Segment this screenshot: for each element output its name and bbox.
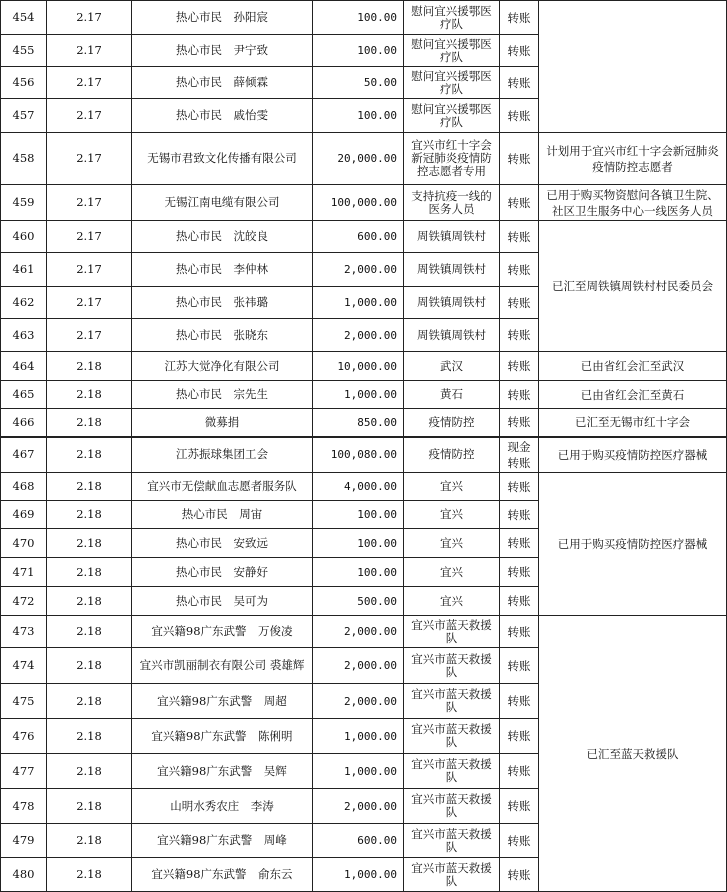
- row-amount: 600.00: [313, 221, 404, 253]
- row-date: 2.17: [47, 319, 132, 352]
- row-method: 转账: [500, 587, 539, 616]
- row-number: 468: [1, 473, 47, 501]
- row-method: 转账: [500, 616, 539, 648]
- row-date: 2.18: [47, 587, 132, 616]
- row-note: 已汇至无锡市红十字会: [539, 409, 727, 437]
- row-donor: 热心市民 张祎璐: [132, 287, 313, 319]
- row-method: 转账: [500, 529, 539, 558]
- row-amount: 1,000.00: [313, 719, 404, 754]
- row-number: 470: [1, 529, 47, 558]
- row-amount: 2,000.00: [313, 616, 404, 648]
- row-number: 464: [1, 352, 47, 381]
- row-amount: 100.00: [313, 1, 404, 35]
- row-amount: 1,000.00: [313, 287, 404, 319]
- row-purpose: 支持抗疫一线的医务人员: [404, 185, 500, 221]
- row-amount: 1,000.00: [313, 858, 404, 892]
- row-method: 转账: [500, 409, 539, 437]
- row-purpose: 宜兴: [404, 587, 500, 616]
- row-donor: 宜兴市凯丽制衣有限公司 裘雄辉: [132, 648, 313, 684]
- row-date: 2.17: [47, 253, 132, 287]
- row-method: 转账: [500, 473, 539, 501]
- row-note: 已用于购买疫情防控医疗器械: [539, 437, 727, 473]
- table-row: [1, 437, 727, 473]
- row-amount: 4,000.00: [313, 473, 404, 501]
- row-method: 转账: [500, 287, 539, 319]
- row-purpose: 宜兴市蓝天救援队: [404, 616, 500, 648]
- row-note: 已用于购买疫情防控医疗器械: [539, 473, 727, 616]
- row-amount: 50.00: [313, 67, 404, 99]
- row-note-empty: [539, 1, 727, 133]
- row-amount: 500.00: [313, 587, 404, 616]
- row-purpose: 宜兴市蓝天救援队: [404, 858, 500, 892]
- row-purpose: 疫情防控: [404, 409, 500, 437]
- row-note: 计划用于宜兴市红十字会新冠肺炎疫情防控志愿者: [539, 133, 727, 185]
- row-amount: 100.00: [313, 558, 404, 587]
- row-number: 462: [1, 287, 47, 319]
- row-amount: 1,000.00: [313, 754, 404, 789]
- row-method: 转账: [500, 99, 539, 133]
- row-number: 463: [1, 319, 47, 352]
- row-purpose: 宜兴: [404, 501, 500, 529]
- row-donor: 宜兴籍98广东武警 万俊凌: [132, 616, 313, 648]
- row-donor: 宜兴籍98广东武警 陈俐明: [132, 719, 313, 754]
- row-note: 已由省红会汇至黄石: [539, 381, 727, 409]
- row-date: 2.17: [47, 67, 132, 99]
- row-donor: 宜兴籍98广东武警 吴辉: [132, 754, 313, 789]
- row-method: 转账: [500, 719, 539, 754]
- row-number: 460: [1, 221, 47, 253]
- row-number: 454: [1, 1, 47, 35]
- row-donor: 热心市民 张晓东: [132, 319, 313, 352]
- table-row: [1, 352, 727, 381]
- row-donor: 江苏大觉净化有限公司: [132, 352, 313, 381]
- row-purpose: 宜兴市蓝天救援队: [404, 754, 500, 789]
- row-purpose: 周铁镇周铁村: [404, 287, 500, 319]
- row-method: 转账: [500, 858, 539, 892]
- row-purpose: 疫情防控: [404, 437, 500, 473]
- table-row: [1, 1, 727, 35]
- row-method: 现金转账: [500, 437, 539, 473]
- row-amount: 100,000.00: [313, 185, 404, 221]
- row-date: 2.17: [47, 287, 132, 319]
- row-date: 2.18: [47, 501, 132, 529]
- row-date: 2.18: [47, 824, 132, 858]
- row-method: 转账: [500, 352, 539, 381]
- row-method: 转账: [500, 501, 539, 529]
- row-date: 2.18: [47, 352, 132, 381]
- row-amount: 2,000.00: [313, 319, 404, 352]
- row-date: 2.17: [47, 1, 132, 35]
- row-purpose: 周铁镇周铁村: [404, 253, 500, 287]
- row-method: 转账: [500, 185, 539, 221]
- row-date: 2.18: [47, 381, 132, 409]
- row-method: 转账: [500, 648, 539, 684]
- row-purpose: 宜兴市蓝天救援队: [404, 648, 500, 684]
- row-number: 472: [1, 587, 47, 616]
- row-note: 已用于购买物资慰问各镇卫生院、社区卫生服务中心一线医务人员: [539, 185, 727, 221]
- row-date: 2.18: [47, 648, 132, 684]
- row-amount: 1,000.00: [313, 381, 404, 409]
- row-number: 474: [1, 648, 47, 684]
- row-purpose: 慰问宜兴援鄂医疗队: [404, 35, 500, 67]
- row-note: 已汇至蓝天救援队: [539, 616, 727, 892]
- row-amount: 10,000.00: [313, 352, 404, 381]
- row-donor: 宜兴籍98广东武警 周超: [132, 684, 313, 719]
- row-note: 已由省红会汇至武汉: [539, 352, 727, 381]
- row-purpose: 宜兴市蓝天救援队: [404, 789, 500, 824]
- row-amount: 2,000.00: [313, 684, 404, 719]
- row-method: 转账: [500, 1, 539, 35]
- row-number: 478: [1, 789, 47, 824]
- row-number: 459: [1, 185, 47, 221]
- row-date: 2.17: [47, 185, 132, 221]
- row-donor: 热心市民 李仲林: [132, 253, 313, 287]
- row-purpose: 慰问宜兴援鄂医疗队: [404, 1, 500, 35]
- row-amount: 100.00: [313, 529, 404, 558]
- row-donor: 热心市民 宗先生: [132, 381, 313, 409]
- row-method: 转账: [500, 221, 539, 253]
- row-method: 转账: [500, 824, 539, 858]
- row-purpose: 慰问宜兴援鄂医疗队: [404, 99, 500, 133]
- row-purpose: 周铁镇周铁村: [404, 221, 500, 253]
- row-amount: 100.00: [313, 99, 404, 133]
- row-purpose: 黄石: [404, 381, 500, 409]
- row-date: 2.17: [47, 35, 132, 67]
- row-date: 2.18: [47, 409, 132, 437]
- row-number: 473: [1, 616, 47, 648]
- row-date: 2.18: [47, 558, 132, 587]
- row-date: 2.18: [47, 719, 132, 754]
- row-purpose: 周铁镇周铁村: [404, 319, 500, 352]
- row-number: 456: [1, 67, 47, 99]
- row-method: 转账: [500, 35, 539, 67]
- row-method: 转账: [500, 319, 539, 352]
- row-method: 转账: [500, 67, 539, 99]
- table-row: [1, 381, 727, 409]
- row-donor: 山明水秀农庄 李涛: [132, 789, 313, 824]
- table-row: [1, 616, 727, 648]
- row-purpose: 宜兴: [404, 473, 500, 501]
- row-number: 455: [1, 35, 47, 67]
- table-row: [1, 185, 727, 221]
- row-number: 457: [1, 99, 47, 133]
- row-number: 477: [1, 754, 47, 789]
- row-amount: 2,000.00: [313, 789, 404, 824]
- row-date: 2.18: [47, 858, 132, 892]
- row-purpose: 宜兴: [404, 529, 500, 558]
- row-amount: 2,000.00: [313, 648, 404, 684]
- row-method: 转账: [500, 133, 539, 185]
- row-number: 469: [1, 501, 47, 529]
- row-purpose: 宜兴市蓝天救援队: [404, 719, 500, 754]
- row-donor: 热心市民 孙阳宸: [132, 1, 313, 35]
- row-number: 475: [1, 684, 47, 719]
- row-donor: 热心市民 沈皎良: [132, 221, 313, 253]
- row-purpose: 宜兴: [404, 558, 500, 587]
- row-method: 转账: [500, 558, 539, 587]
- row-amount: 850.00: [313, 409, 404, 437]
- row-date: 2.18: [47, 616, 132, 648]
- row-method: 转账: [500, 754, 539, 789]
- row-date: 2.17: [47, 221, 132, 253]
- row-method: 转账: [500, 789, 539, 824]
- row-donor: 无锡市君致文化传播有限公司: [132, 133, 313, 185]
- row-method: 转账: [500, 381, 539, 409]
- row-donor: 无锡江南电缆有限公司: [132, 185, 313, 221]
- row-purpose: 宜兴市红十字会新冠肺炎疫情防控志愿者专用: [404, 133, 500, 185]
- row-number: 466: [1, 409, 47, 437]
- row-purpose: 宜兴市蓝天救援队: [404, 684, 500, 719]
- row-number: 458: [1, 133, 47, 185]
- row-method: 转账: [500, 684, 539, 719]
- row-donor: 热心市民 吴可为: [132, 587, 313, 616]
- row-purpose: 慰问宜兴援鄂医疗队: [404, 67, 500, 99]
- row-number: 465: [1, 381, 47, 409]
- row-donor: 热心市民 安静好: [132, 558, 313, 587]
- row-donor: 宜兴市无偿献血志愿者服务队: [132, 473, 313, 501]
- row-amount: 20,000.00: [313, 133, 404, 185]
- table-row: [1, 409, 727, 437]
- table-row: [1, 473, 727, 501]
- row-donor: 热心市民 戚怡雯: [132, 99, 313, 133]
- row-date: 2.18: [47, 473, 132, 501]
- row-donor: 宜兴籍98广东武警 周峰: [132, 824, 313, 858]
- row-donor: 热心市民 周宙: [132, 501, 313, 529]
- row-purpose: 武汉: [404, 352, 500, 381]
- row-donor: 热心市民 安致远: [132, 529, 313, 558]
- row-amount: 2,000.00: [313, 253, 404, 287]
- row-date: 2.18: [47, 684, 132, 719]
- row-number: 476: [1, 719, 47, 754]
- row-amount: 600.00: [313, 824, 404, 858]
- row-note: 已汇至周铁镇周铁村村民委员会: [539, 221, 727, 352]
- row-number: 479: [1, 824, 47, 858]
- row-amount: 100,080.00: [313, 437, 404, 473]
- row-donor: 热心市民 尹宁致: [132, 35, 313, 67]
- row-number: 471: [1, 558, 47, 587]
- row-date: 2.18: [47, 437, 132, 473]
- row-amount: 100.00: [313, 501, 404, 529]
- row-donor: 宜兴籍98广东武警 俞东云: [132, 858, 313, 892]
- row-donor: 微募捐: [132, 409, 313, 437]
- row-method: 转账: [500, 253, 539, 287]
- row-amount: 100.00: [313, 35, 404, 67]
- row-date: 2.17: [47, 133, 132, 185]
- row-purpose: 宜兴市蓝天救援队: [404, 824, 500, 858]
- row-date: 2.18: [47, 754, 132, 789]
- row-donor: 热心市民 薛倾霖: [132, 67, 313, 99]
- table-row: [1, 133, 727, 185]
- table-row: [1, 221, 727, 253]
- row-number: 461: [1, 253, 47, 287]
- row-number: 480: [1, 858, 47, 892]
- row-number: 467: [1, 437, 47, 473]
- row-date: 2.17: [47, 99, 132, 133]
- row-date: 2.18: [47, 529, 132, 558]
- row-donor: 江苏振球集团工会: [132, 437, 313, 473]
- row-date: 2.18: [47, 789, 132, 824]
